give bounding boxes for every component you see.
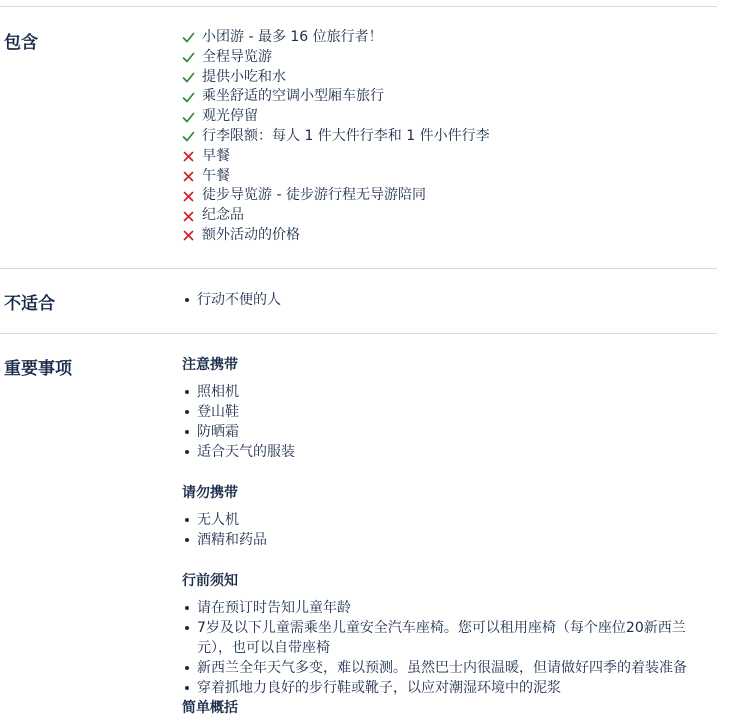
item-label: 纪念品: [202, 207, 244, 224]
check-icon: [182, 51, 202, 64]
not-suitable-heading: 不适合: [4, 294, 55, 314]
list-item: 新西兰全年天气多变，难以预测。虽然巴士内很温暖，但请做好四季的着装准备: [182, 658, 707, 678]
bring-title: 注意携带: [182, 357, 238, 373]
included-item: [182, 107, 722, 127]
excluded-item: [182, 186, 722, 206]
cross-icon: [182, 170, 202, 183]
excluded-item: [182, 206, 722, 226]
know-before-title: 行前须知: [182, 573, 238, 589]
item-label: 徒步导览游 - 徒步游行程无导游陪同: [202, 187, 426, 204]
divider-1: [0, 268, 717, 269]
item-label: 行李限额：每人 1 件大件行李和 1 件小件行李: [202, 127, 490, 144]
list-item: 无人机: [182, 510, 722, 530]
check-icon: [182, 91, 202, 104]
check-icon: [182, 130, 202, 143]
list-item: 穿着抓地力良好的步行鞋或靴子，以应对潮湿环境中的泥浆: [182, 678, 707, 698]
not-allowed-list: [182, 510, 722, 550]
list-item: 行动不便的人: [182, 290, 722, 310]
list-item: 7岁及以下儿童需乘坐儿童安全汽车座椅。您可以租用座椅（每个座位20新西兰元），也可以自带座椅: [182, 618, 707, 658]
item-label: 全程导览游: [202, 48, 272, 65]
included-list: [182, 28, 722, 246]
item-label: 观光停留: [202, 108, 258, 125]
check-icon: [182, 31, 202, 44]
divider-2: [0, 333, 717, 334]
cross-icon: [182, 229, 202, 242]
cut-off-text: 简单概括: [182, 700, 238, 716]
list-item: 适合天气的服装: [182, 442, 722, 462]
included-item: [182, 28, 722, 48]
important-heading: 重要事项: [4, 359, 72, 379]
excluded-item: [182, 226, 722, 246]
list-item: 请在预订时告知儿童年龄: [182, 598, 707, 618]
excluded-item: [182, 147, 722, 167]
not-allowed-title: 请勿携带: [182, 485, 238, 501]
included-item: [182, 127, 722, 147]
know-before-list: [182, 598, 707, 698]
important-content: [182, 355, 722, 718]
check-icon: [182, 111, 202, 124]
included-item: [182, 48, 722, 68]
cross-icon: [182, 190, 202, 203]
top-divider: [0, 6, 717, 7]
item-label: 午餐: [202, 167, 230, 184]
list-item: 照相机: [182, 382, 722, 402]
not-suitable-list-wrap: [182, 290, 722, 310]
not-suitable-list: [182, 290, 722, 310]
item-label: 早餐: [202, 147, 230, 164]
cross-icon: [182, 210, 202, 223]
list-item: 防晒霜: [182, 422, 722, 442]
item-label: 提供小吃和水: [202, 68, 286, 85]
excluded-item: [182, 167, 722, 187]
list-item: 登山鞋: [182, 402, 722, 422]
item-label: 额外活动的价格: [202, 226, 300, 243]
check-icon: [182, 71, 202, 84]
list-item: 酒精和药品: [182, 530, 722, 550]
cross-icon: [182, 150, 202, 163]
bring-list: [182, 382, 722, 462]
item-label: 乘坐舒适的空调小型厢车旅行: [202, 88, 384, 105]
item-label: 小团游 - 最多 16 位旅行者！: [202, 29, 383, 45]
included-heading: 包含: [4, 33, 38, 53]
included-item: [182, 87, 722, 107]
included-item: [182, 68, 722, 88]
